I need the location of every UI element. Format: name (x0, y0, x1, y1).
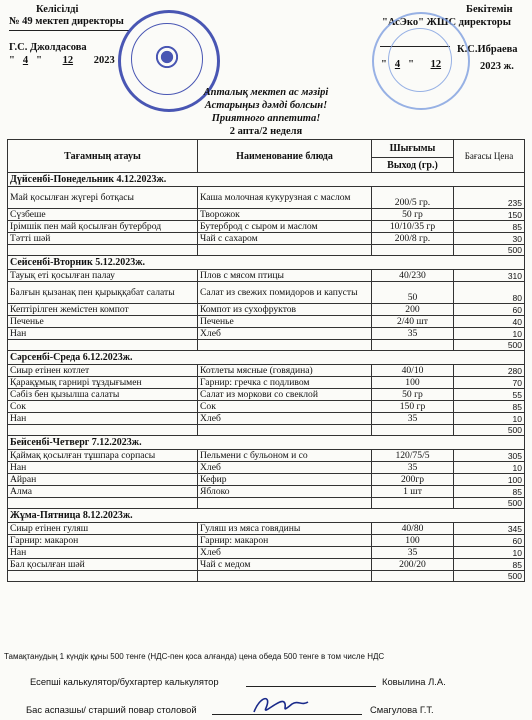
menu-item-row (8, 270, 525, 282)
empty-cell (8, 340, 198, 351)
left-org: № 49 мектеп директоры (9, 16, 124, 27)
menu-item-ru: Чай с сахаром (198, 233, 372, 245)
menu-item-qty: 50 гр (372, 389, 454, 401)
day-total-row (8, 425, 525, 436)
accountant-role: Есепші калькулятор/бухгартер калькулятор (30, 676, 219, 687)
menu-item-qty: 40/230 (372, 270, 454, 282)
menu-item-ru: Сок (198, 401, 372, 413)
left-name: Г.С. Джолдасова (9, 42, 87, 53)
empty-cell (198, 245, 372, 256)
menu-item-row (8, 282, 525, 304)
menu-item-qty: 200 (372, 304, 454, 316)
approved-label: Бекітемін (466, 4, 513, 15)
menu-item-qty: 2/40 шт (372, 316, 454, 328)
menu-title-kz: Апталық мектеп ас мәзірі (203, 87, 329, 98)
header-yield-kz: Шығымы (372, 140, 454, 158)
menu-item-price: 10 (454, 328, 525, 340)
agreed-label: Келісілді (36, 4, 79, 15)
menu-item-row (8, 413, 525, 425)
empty-cell (8, 571, 198, 582)
menu-item-kz: Нан (8, 413, 198, 425)
menu-item-kz: Сиыр етінен гуляш (8, 523, 198, 535)
menu-item-kz: Балғын қызанақ пен қырыққабат салаты (8, 282, 198, 304)
menu-body (8, 173, 525, 582)
menu-item-ru: Печенье (198, 316, 372, 328)
left-date-month: 12 (62, 55, 74, 66)
menu-item-ru: Хлеб (198, 328, 372, 340)
menu-item-ru: Гарнир: макарон (198, 535, 372, 547)
menu-item-price: 310 (454, 270, 525, 282)
menu-item-kz: Бал қосылған шәй (8, 559, 198, 571)
day-total-row (8, 340, 525, 351)
menu-item-price: 60 (454, 304, 525, 316)
chef-name: Смагулова Г.Т. (370, 704, 434, 715)
menu-item-row (8, 221, 525, 233)
menu-item-ru: Творожок (198, 209, 372, 221)
menu-item-kz: Май қосылған жүгері ботқасы (8, 187, 198, 209)
empty-cell (372, 498, 454, 509)
menu-item-qty: 10/10/35 гр (372, 221, 454, 233)
menu-item-ru: Плов с мясом птицы (198, 270, 372, 282)
menu-item-row (8, 377, 525, 389)
day-label: Бейсенбі-Четверг 7.12.2023ж. (8, 436, 525, 450)
menu-item-kz: Қарақұмық гарнирі тұздығымен (8, 377, 198, 389)
menu-item-qty: 100 (372, 535, 454, 547)
menu-item-price: 150 (454, 209, 525, 221)
menu-item-price: 85 (454, 559, 525, 571)
header-ru-name: Наименование блюда (198, 140, 372, 173)
chef-role: Бас аспазшы/ старший повар столовой (26, 704, 197, 715)
menu-item-kz: Нан (8, 328, 198, 340)
menu-item-row (8, 209, 525, 221)
menu-item-ru: Бутерброд с сыром и маслом (198, 221, 372, 233)
menu-item-qty: 35 (372, 328, 454, 340)
menu-item-qty: 200/5 гр. (372, 187, 454, 209)
menu-item-qty: 50 гр (372, 209, 454, 221)
empty-cell (8, 498, 198, 509)
day-header-row (8, 436, 525, 450)
menu-item-row (8, 559, 525, 571)
day-total: 500 (454, 498, 525, 509)
menu-item-price: 235 (454, 187, 525, 209)
menu-title-wish-ru: Приятного аппетита! (211, 113, 321, 124)
empty-cell (372, 571, 454, 582)
menu-item-row (8, 233, 525, 245)
menu-item-kz: Кептірілген жемістен компот (8, 304, 198, 316)
menu-item-row (8, 401, 525, 413)
menu-item-kz: Алма (8, 486, 198, 498)
day-total-row (8, 498, 525, 509)
menu-item-price: 10 (454, 462, 525, 474)
menu-item-kz: Печенье (8, 316, 198, 328)
menu-item-kz: Тауық еті қосылған палау (8, 270, 198, 282)
left-signature-line (9, 30, 129, 31)
menu-item-ru: Салат из моркови со свеклой (198, 389, 372, 401)
empty-cell (8, 425, 198, 436)
menu-item-row (8, 547, 525, 559)
menu-item-qty: 200гр (372, 474, 454, 486)
empty-cell (198, 340, 372, 351)
menu-item-qty: 120/75/5 (372, 450, 454, 462)
menu-item-row (8, 486, 525, 498)
day-total-row (8, 571, 525, 582)
day-total: 500 (454, 340, 525, 351)
menu-item-ru: Хлеб (198, 462, 372, 474)
day-label: Жұма-Пятница 8.12.2023ж. (8, 509, 525, 523)
menu-item-ru: Котлеты мясные (говядина) (198, 365, 372, 377)
menu-item-kz: Қаймақ қосылған тұшпара сорпасы (8, 450, 198, 462)
menu-item-qty: 40/10 (372, 365, 454, 377)
menu-item-kz: Сүзбеше (8, 209, 198, 221)
menu-item-kz: Сок (8, 401, 198, 413)
accountant-signature-line (246, 686, 376, 687)
price-note: Тамақтанудың 1 күндік құны 500 тенге (НДС-пен қоса алғанда) цена обеда 500 тенге в том числе НДС (4, 652, 385, 661)
menu-item-qty: 35 (372, 413, 454, 425)
left-date-year: 2023 (93, 55, 115, 66)
day-total: 500 (454, 425, 525, 436)
right-date: " 4 " 12 (381, 59, 455, 70)
menu-week: 2 апта/2 неделя (229, 126, 303, 137)
day-label: Дүйсенбі-Понедельник 4.12.2023ж. (8, 173, 525, 187)
menu-item-kz: Айран (8, 474, 198, 486)
header-price: Бағасы Цена (454, 140, 525, 173)
menu-item-price: 280 (454, 365, 525, 377)
header-kz-name: Тағамның атауы (8, 140, 198, 173)
menu-item-ru: Хлеб (198, 547, 372, 559)
left-date: " 4 " 12 2023 (9, 55, 115, 66)
menu-item-ru: Кефир (198, 474, 372, 486)
menu-item-ru: Яблоко (198, 486, 372, 498)
left-date-day: 4 (22, 55, 29, 66)
chef-signature (250, 692, 310, 718)
header-yield-ru: Выход (гр.) (372, 158, 454, 173)
menu-item-ru: Пельмени с бульоном и со (198, 450, 372, 462)
menu-item-qty: 200/20 (372, 559, 454, 571)
right-date-year: 2023 ж. (480, 61, 514, 72)
accountant-name: Ковылина Л.А. (382, 676, 446, 687)
menu-item-row (8, 187, 525, 209)
menu-item-price: 10 (454, 547, 525, 559)
day-total: 500 (454, 245, 525, 256)
menu-item-row (8, 316, 525, 328)
day-label: Сәрсенбі-Среда 6.12.2023ж. (8, 351, 525, 365)
day-label: Сейсенбі-Вторник 5.12.2023ж. (8, 256, 525, 270)
menu-item-row (8, 462, 525, 474)
menu-item-price: 55 (454, 389, 525, 401)
menu-item-ru: Каша молочная кукурузная с маслом (198, 187, 372, 209)
menu-item-price: 30 (454, 233, 525, 245)
menu-item-qty: 200/8 гр. (372, 233, 454, 245)
empty-cell (372, 245, 454, 256)
day-header-row (8, 351, 525, 365)
menu-item-ru: Гарнир: гречка с подливом (198, 377, 372, 389)
day-header-row (8, 256, 525, 270)
menu-item-qty: 40/80 (372, 523, 454, 535)
menu-item-price: 60 (454, 535, 525, 547)
empty-cell (372, 340, 454, 351)
menu-title-wish-kz: Астарыңыз дәмді болсын! (204, 100, 328, 111)
menu-item-row (8, 474, 525, 486)
menu-item-price: 10 (454, 413, 525, 425)
menu-item-kz: Гарнир: макарон (8, 535, 198, 547)
day-total-row (8, 245, 525, 256)
menu-item-price: 85 (454, 401, 525, 413)
menu-item-price: 305 (454, 450, 525, 462)
menu-item-qty: 35 (372, 462, 454, 474)
menu-item-qty: 50 (372, 282, 454, 304)
day-header-row (8, 509, 525, 523)
menu-item-qty: 100 (372, 377, 454, 389)
day-total: 500 (454, 571, 525, 582)
menu-item-qty: 150 гр (372, 401, 454, 413)
menu-item-row (8, 523, 525, 535)
empty-cell (198, 425, 372, 436)
right-name: К.С.Ибраева (457, 44, 518, 55)
empty-cell (372, 425, 454, 436)
menu-item-price: 345 (454, 523, 525, 535)
menu-item-price: 85 (454, 221, 525, 233)
empty-cell (198, 498, 372, 509)
menu-item-kz: Сиыр етінен котлет (8, 365, 198, 377)
menu-item-price: 40 (454, 316, 525, 328)
menu-item-price: 80 (454, 282, 525, 304)
right-org: "АсЭко" ЖШС директоры (382, 17, 511, 28)
empty-cell (8, 245, 198, 256)
right-date-month: 12 (430, 59, 442, 70)
menu-item-kz: Ірімшік пен май қосылған бутерброд (8, 221, 198, 233)
day-header-row (8, 173, 525, 187)
menu-item-qty: 1 шт (372, 486, 454, 498)
menu-item-price: 100 (454, 474, 525, 486)
menu-item-row (8, 328, 525, 340)
menu-item-price: 70 (454, 377, 525, 389)
menu-item-kz: Тәтті шәй (8, 233, 198, 245)
menu-item-ru: Хлеб (198, 413, 372, 425)
menu-item-ru: Компот из сухофруктов (198, 304, 372, 316)
menu-item-kz: Нан (8, 547, 198, 559)
menu-item-ru: Салат из свежих помидоров и капусты (198, 282, 372, 304)
menu-item-ru: Гуляш из мяса говядины (198, 523, 372, 535)
right-date-day: 4 (394, 59, 401, 70)
menu-item-kz: Нан (8, 462, 198, 474)
menu-item-row (8, 535, 525, 547)
menu-item-row (8, 365, 525, 377)
menu-item-kz: Сәбіз бен қызылша салаты (8, 389, 198, 401)
menu-item-row (8, 304, 525, 316)
menu-item-row (8, 389, 525, 401)
menu-table (7, 139, 525, 582)
menu-item-row (8, 450, 525, 462)
menu-item-price: 85 (454, 486, 525, 498)
menu-item-qty: 35 (372, 547, 454, 559)
menu-item-ru: Чай с медом (198, 559, 372, 571)
empty-cell (198, 571, 372, 582)
